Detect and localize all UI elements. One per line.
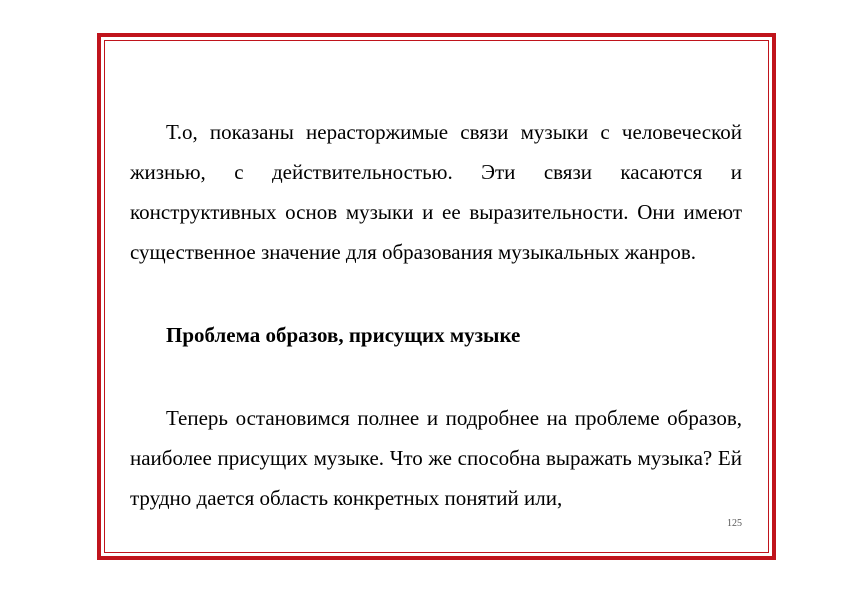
paragraph-2: Теперь остановимся полнее и подробнее на проблеме образов, наиболее присущих музыке. Что же способна выражать музыка? Ей трудно дается область конкретных понятий или, — [130, 406, 742, 510]
page-number: 125 — [727, 518, 742, 529]
spacer — [130, 355, 742, 398]
page-content — [130, 112, 742, 518]
paragraph-1: Т.о, показаны нерасторжимые связи музыки с человеческой жизнью, с действительностью. Эти связи касаются и конструктивных основ музыки и ее выразительности. Они имеют существенное значение для образования музыкальных жанров. — [130, 120, 742, 264]
spacer — [130, 272, 742, 315]
section-heading: Проблема образов, присущих музыке — [166, 323, 521, 347]
